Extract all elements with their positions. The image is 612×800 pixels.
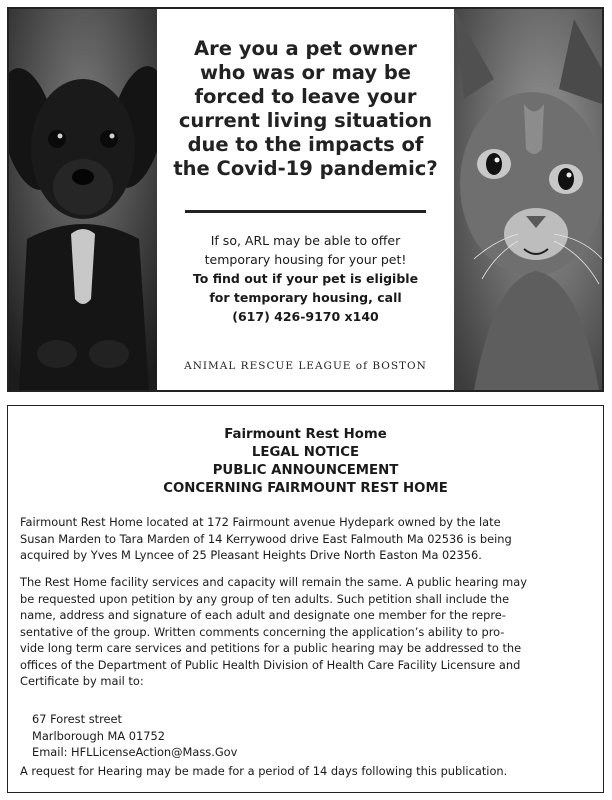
headline-line: due to the impacts of [187,133,424,156]
headline-line: current living situation [178,109,433,132]
headline-line: forced to leave your [194,85,417,108]
headline-line: Are you a pet owner [194,37,417,60]
address-line: Marlborough MA 01752 [32,728,166,743]
address-line: 67 Forest street [32,712,123,726]
notice-title: Fairmount Rest Home [224,427,387,442]
text-line: offices of the Department of Public Health Division of Health Care Facility Licensure and [20,657,521,672]
offer-line: temporary housing for your pet! [204,252,407,267]
call-line: To find out if your pet is eligible [192,271,419,286]
mailing-address [32,711,237,761]
org-name: ANIMAL RESCUE LEAGUE of BOSTON [184,360,427,372]
text-line: Fairmount Rest Home located at 172 Fairmount avenue Hydepark owned by the late [20,515,501,529]
notice-heading: CONCERNING FAIRMOUNT REST HOME [163,481,448,496]
ownership-paragraph [20,514,593,564]
ad-headline [167,37,444,181]
legal-notice [7,405,604,793]
hearing-paragraph [20,574,593,690]
text-line: acquired by Yves M Lyncee of 25 Pleasant Heights Drive North Easton Ma 02356. [20,548,482,562]
text-line: A request for Hearing may be made for a period of 14 days following this publication. [20,764,508,778]
hearing-period-paragraph [20,763,593,780]
arl-advertisement [7,7,604,392]
phone-number: (617) 426-9170 x140 [232,309,379,324]
call-line: for temporary housing, call [209,290,402,305]
notice-titles [8,426,603,498]
cat-photo [454,9,602,390]
notice-heading: LEGAL NOTICE [251,445,360,460]
text-line: sentative of the group. Written comments concerning the application’s ability to pro- [20,624,505,639]
headline-line: who was or may be [199,61,411,84]
email-address: Email: HFLLicenseAction@Mass.Gov [32,745,238,759]
text-line: Certificate by mail to: [20,674,144,688]
ad-offer [163,231,448,326]
text-line: vide long term care services and petitions for a public hearing may be addressed to the [20,641,522,655]
ad-text-panel [157,9,454,390]
text-line: be requested upon petition by any group of ten adults. Such petition shall include the [20,591,510,606]
headline-line: the Covid-19 pandemic? [173,157,438,180]
notice-heading: PUBLIC ANNOUNCEMENT [212,463,399,478]
text-line: The Rest Home facility services and capacity will remain the same. A public hearing may [20,575,527,589]
offer-line: If so, ARL may be able to offer [210,233,401,248]
text-line: Susan Marden to Tara Marden of 14 Kerrywood drive East Falmouth Ma 02536 is being [20,531,512,546]
headline-divider [185,210,426,213]
puppy-photo [9,9,157,390]
text-line: name, address and signature of each adult and designate one member for the repre- [20,608,506,622]
